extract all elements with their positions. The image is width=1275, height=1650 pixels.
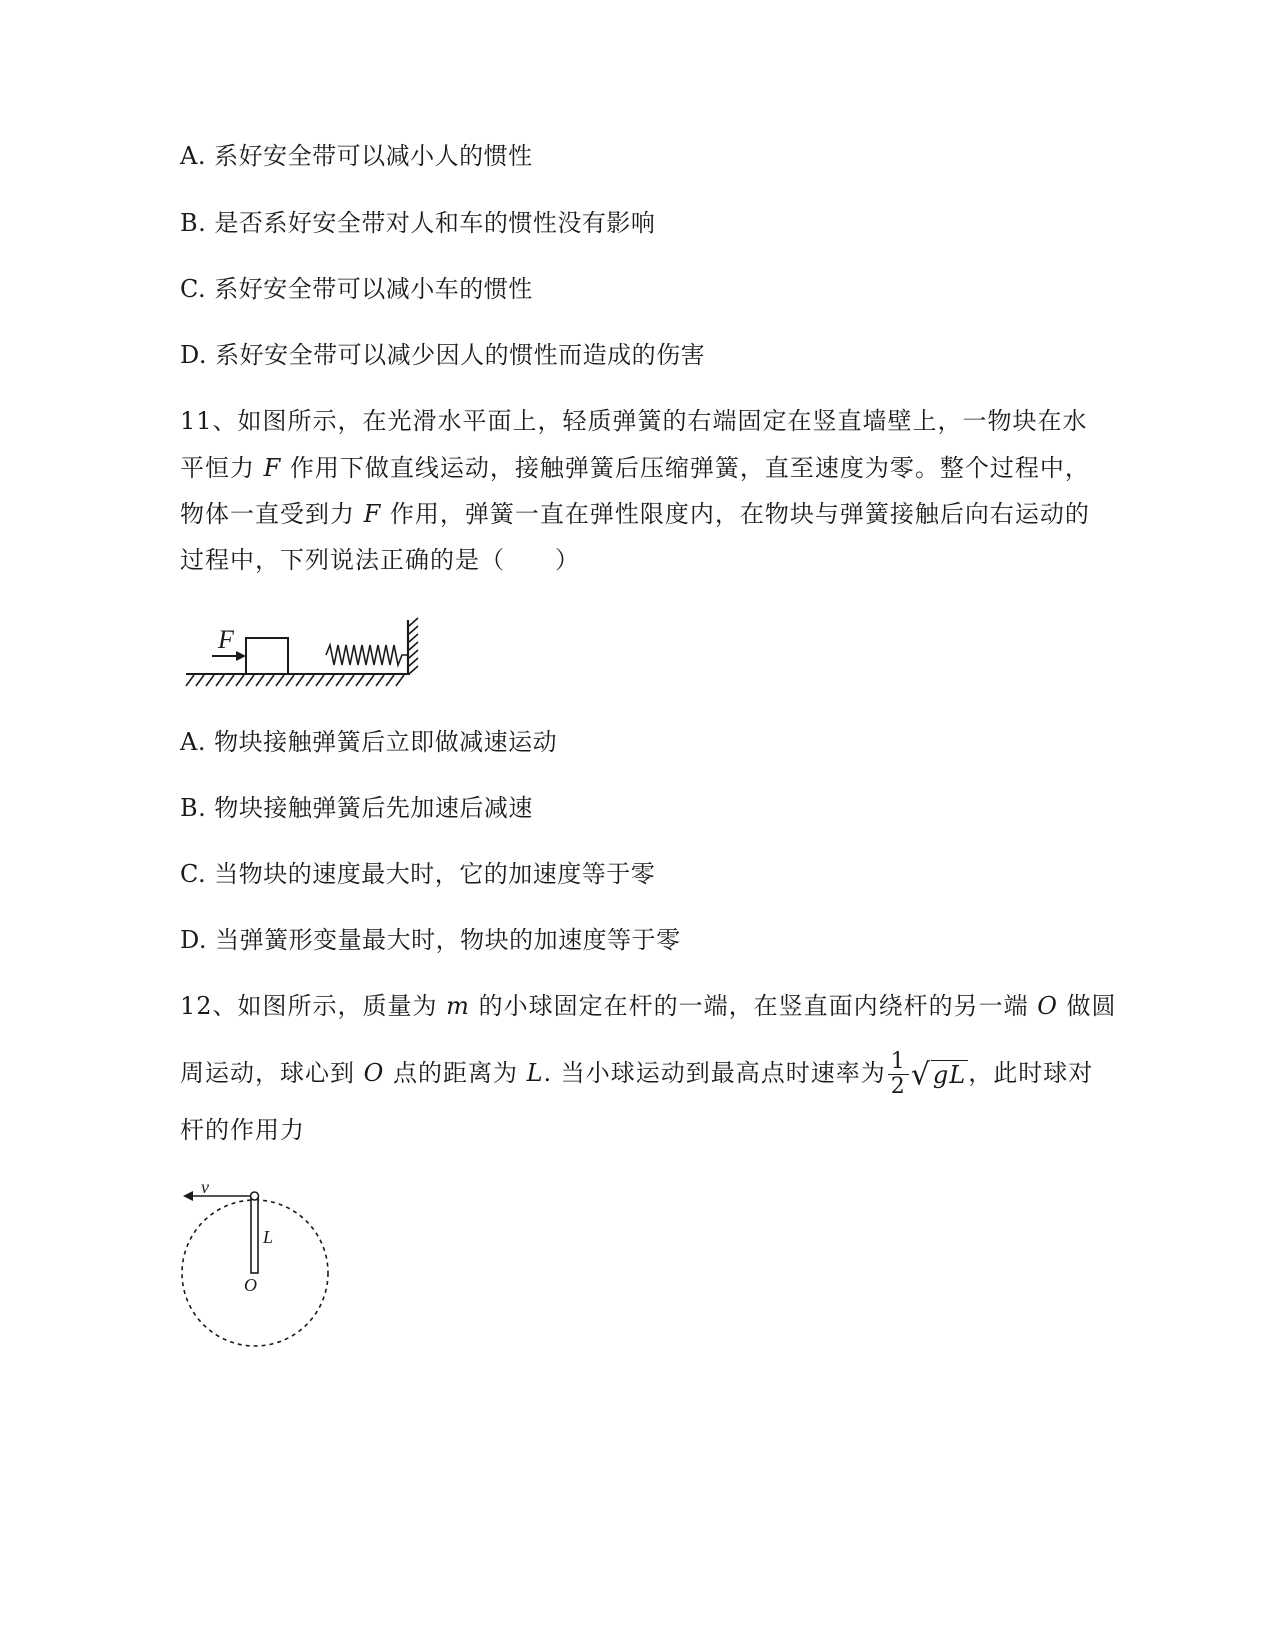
q12-stem-line-1: 12、如图所示，质量为 m 的小球固定在杆的一端，在竖直面内绕杆的另一端 O 做圆 — [180, 992, 1117, 1020]
q11-spring-block-figure — [180, 612, 430, 694]
wall-hatch — [409, 618, 418, 674]
velocity-arrow-head — [183, 1191, 193, 1201]
q12-stem-line-2: 周运动，球心到 O 点的距离为 L. 当小球运动到最高点时速率为 $\frac{1}{2}$ √gL，此时球对 — [180, 1049, 1094, 1099]
q11-stem-line-2: 平恒力 F 作用下做直线运动，接触弹簧后压缩弹簧，直至速度为零。整个过程中， — [180, 454, 1090, 482]
q11-option-b: B. 物块接触弹簧后先加速后减速 — [180, 794, 533, 822]
rod — [251, 1199, 258, 1273]
length-label: L — [263, 1227, 274, 1247]
spring — [326, 645, 408, 665]
block — [246, 638, 288, 674]
q11-option-d: D. 当弹簧形变量最大时，物块的加速度等于零 — [180, 926, 681, 954]
q12-stem-line-3: 杆的作用力 — [180, 1116, 305, 1144]
velocity-label: v — [201, 1177, 209, 1197]
q10-option-a: A. 系好安全带可以减小人的惯性 — [180, 142, 533, 170]
q11-stem-line-4: 过程中，下列说法正确的是（ ） — [180, 546, 580, 574]
fraction-one-half: $\frac{1}{2}$ — [888, 1050, 909, 1099]
sqrt-gl: √gL — [910, 1057, 967, 1093]
q11-stem-line-1: 11、如图所示，在光滑水平面上，轻质弹簧的右端固定在竖直墙壁上，一物块在水 — [180, 407, 1088, 435]
q11-option-c: C. 当物块的速度最大时，它的加速度等于零 — [180, 860, 656, 888]
q10-option-c: C. 系好安全带可以减小车的惯性 — [180, 275, 533, 303]
ground-hatch — [186, 675, 404, 686]
q10-option-d: D. 系好安全带可以减少因人的惯性而造成的伤害 — [180, 341, 706, 369]
q12-rod-circle-figure — [175, 1175, 340, 1350]
q10-option-b: B. 是否系好安全带对人和车的惯性没有影响 — [180, 209, 656, 237]
center-label: O — [244, 1275, 257, 1295]
q11-option-a: A. 物块接触弹簧后立即做减速运动 — [180, 728, 558, 756]
force-label: F — [218, 625, 234, 654]
q11-stem-line-3: 物体一直受到力 F 作用，弹簧一直在弹性限度内，在物块与弹簧接触后向右运动的 — [180, 500, 1090, 528]
force-arrow-head — [236, 651, 246, 661]
ball — [251, 1192, 259, 1200]
